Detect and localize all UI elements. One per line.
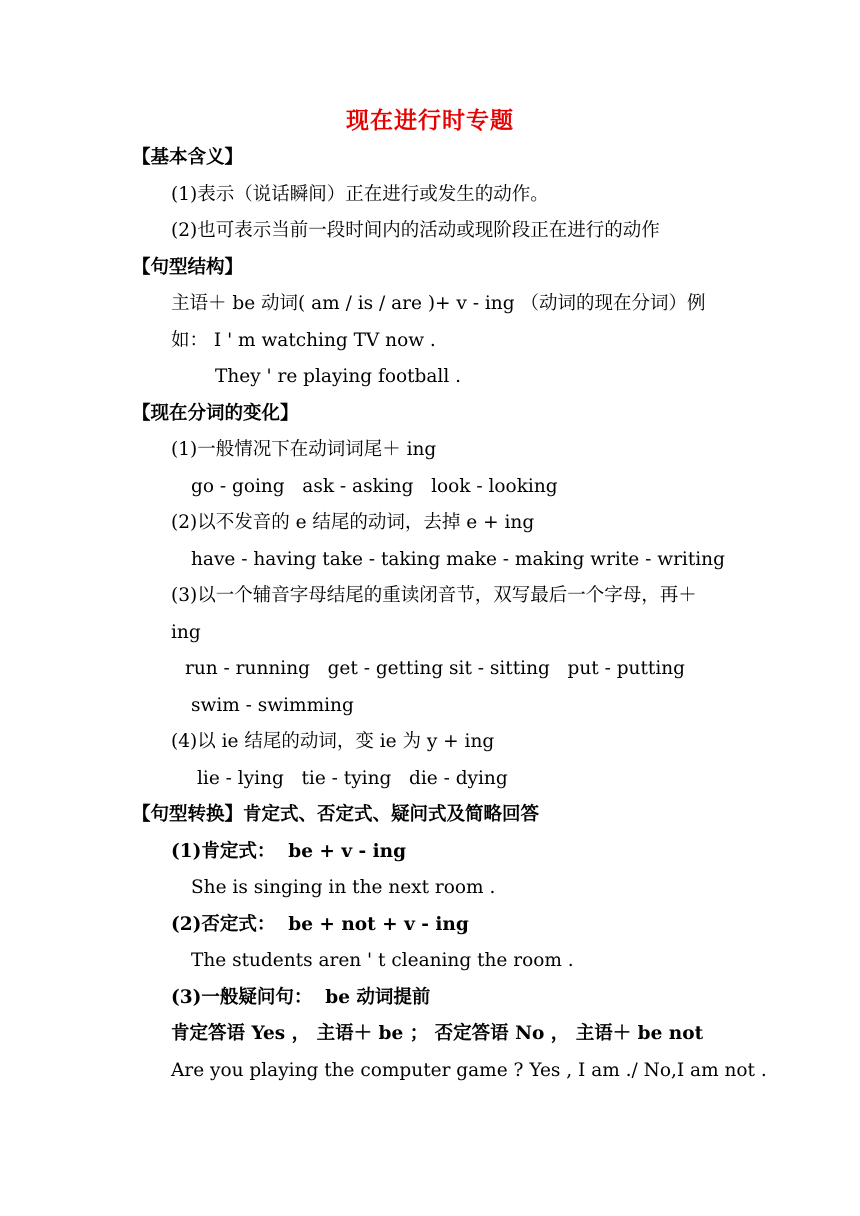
example-line: lie - lying tie - tying die - dying xyxy=(197,768,508,789)
text-line: (1)表示（说话瞬间）正在进行或发生的动作。 xyxy=(171,184,549,205)
text-line: (4)以 ie 结尾的动词，变 ie 为 y + ing xyxy=(171,731,495,752)
example-line: swim - swimming xyxy=(191,695,354,716)
example-line: The students aren ' t cleaning the room . xyxy=(191,950,574,971)
text-line: (3)一般疑问句： be 动词提前 xyxy=(171,987,431,1008)
page-title: 现在进行时专题 xyxy=(346,107,514,134)
text-line: 肯定答语 Yes ， 主语＋ be ； 否定答语 No ， 主语＋ be not xyxy=(171,1023,704,1044)
text-line: (3)以一个辅音字母结尾的重读闭音节，双写最后一个字母，再＋ xyxy=(171,585,697,606)
example-line: have - having take - taking make - making write - writing xyxy=(191,549,725,570)
text-line: (2)以不发音的 e 结尾的动词，去掉 e + ing xyxy=(171,512,535,533)
text-line: (1)肯定式： be + v - ing xyxy=(171,841,407,862)
section-heading-basic-meaning: 【基本含义】 xyxy=(132,147,244,168)
text-line: (2)否定式： be + not + v - ing xyxy=(171,914,469,935)
example-line: She is singing in the next room . xyxy=(191,877,496,898)
example-line: go - going ask - asking look - looking xyxy=(191,476,558,497)
text-line: ing xyxy=(171,622,201,643)
text-line: (1)一般情况下在动词词尾＋ ing xyxy=(171,439,437,460)
section-heading-sentence-transformation: 【句型转换】肯定式、否定式、疑问式及简略回答 xyxy=(132,804,540,825)
text-line: (2)也可表示当前一段时间内的活动或现阶段正在进行的动作 xyxy=(171,220,660,241)
text-line: 如： I ' m watching TV now . xyxy=(171,330,436,351)
example-line: run - running get - getting sit - sitting put - putting xyxy=(185,658,685,679)
example-line: They ' re playing football . xyxy=(215,366,461,387)
section-heading-sentence-structure: 【句型结构】 xyxy=(132,257,244,278)
section-heading-participle-changes: 【现在分词的变化】 xyxy=(132,403,299,424)
text-line: 主语＋ be 动词( am / is / are )+ v - ing （动词的现在分词）例 xyxy=(171,293,706,314)
example-line: Are you playing the computer game ? Yes , I am ./ No,I am not . xyxy=(171,1060,767,1081)
